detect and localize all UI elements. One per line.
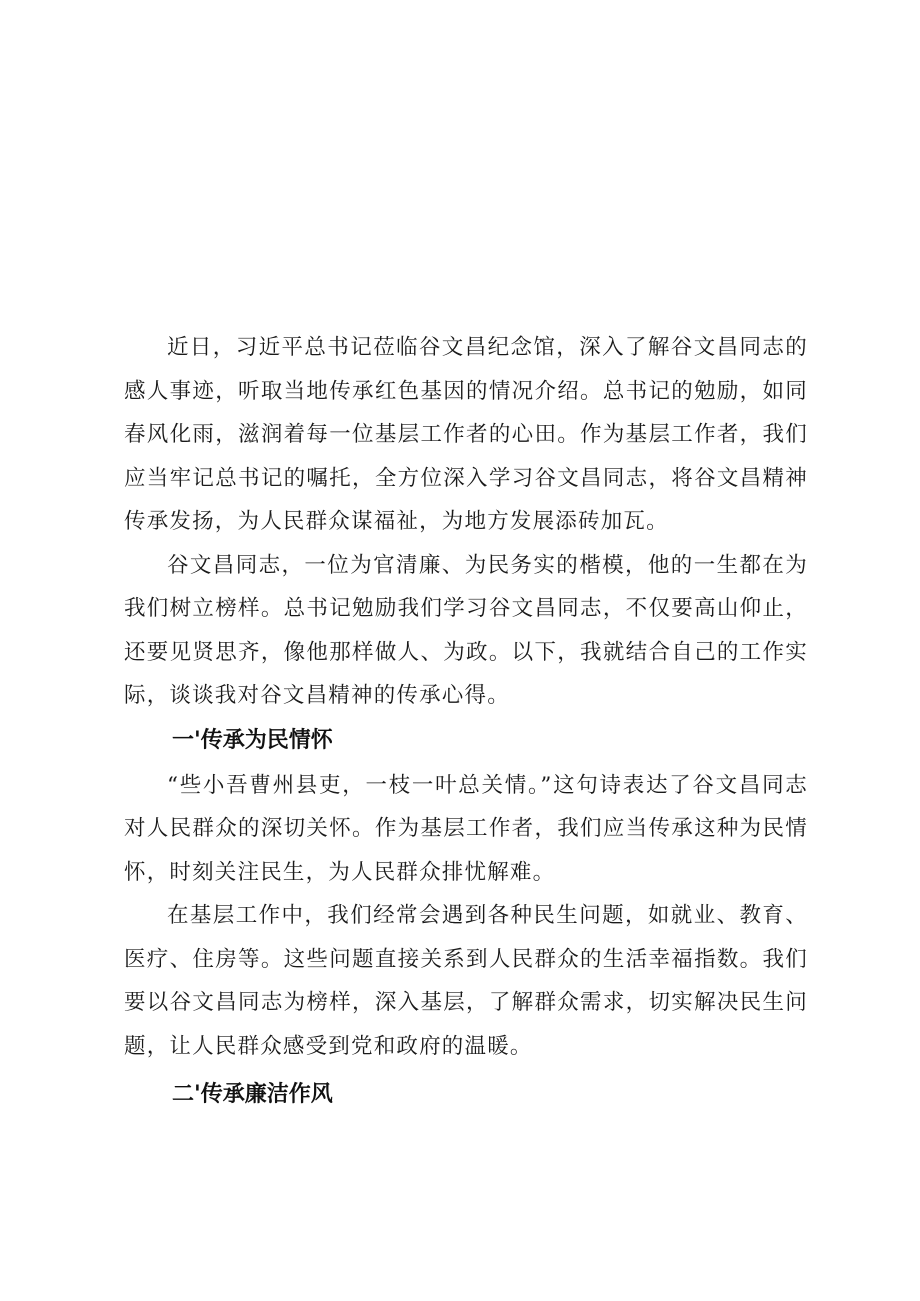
document-body — [124, 326, 808, 1118]
intro-paragraph-1: 近日，习近平总书记莅临谷文昌纪念馆，深入了解谷文昌同志的感人事迹，听取当地传承红色基因的情况介绍。总书记的勉励，如同春风化雨，滋润着每一位基层工作者的心田。作为基层工作者，我们应当牢记总书记的嘱托，全方位深入学习谷文昌同志，将谷文昌精神传承发扬，为人民群众谋福祉，为地方发展添砖加瓦。 — [124, 335, 808, 534]
intro-paragraph-2: 谷文昌同志，一位为官清廉、为民务实的楷模，他的一生都在为我们树立榜样。总书记勉励我们学习谷文昌同志，不仅要高山仰止，还要见贤思齐，像他那样做人、为政。以下，我就结合自己的工作实际，谈谈我对谷文昌精神的传承心得。 — [124, 552, 808, 708]
section1-paragraph-1: “些小吾曹州县吏，一枝一叶总关情。”这句诗表达了谷文昌同志对人民群众的深切关怀。作为基层工作者，我们应当传承这种为民情怀，时刻关注民生，为人民群众排忧解难。 — [124, 772, 808, 885]
section-heading-1: 一'传承为民情怀 — [172, 727, 333, 753]
section-heading-2: 二'传承廉洁作风 — [172, 1082, 333, 1107]
section1-paragraph-2: 在基层工作中，我们经常会遇到各种民生问题，如就业、教育、医疗、住房等。这些问题直接关系到人民群众的生活幸福指数。我们要以谷文昌同志为榜样，深入基层，了解群众需求，切实解决民生问题，让人民群众感受到党和政府的温暖。 — [124, 903, 808, 1059]
